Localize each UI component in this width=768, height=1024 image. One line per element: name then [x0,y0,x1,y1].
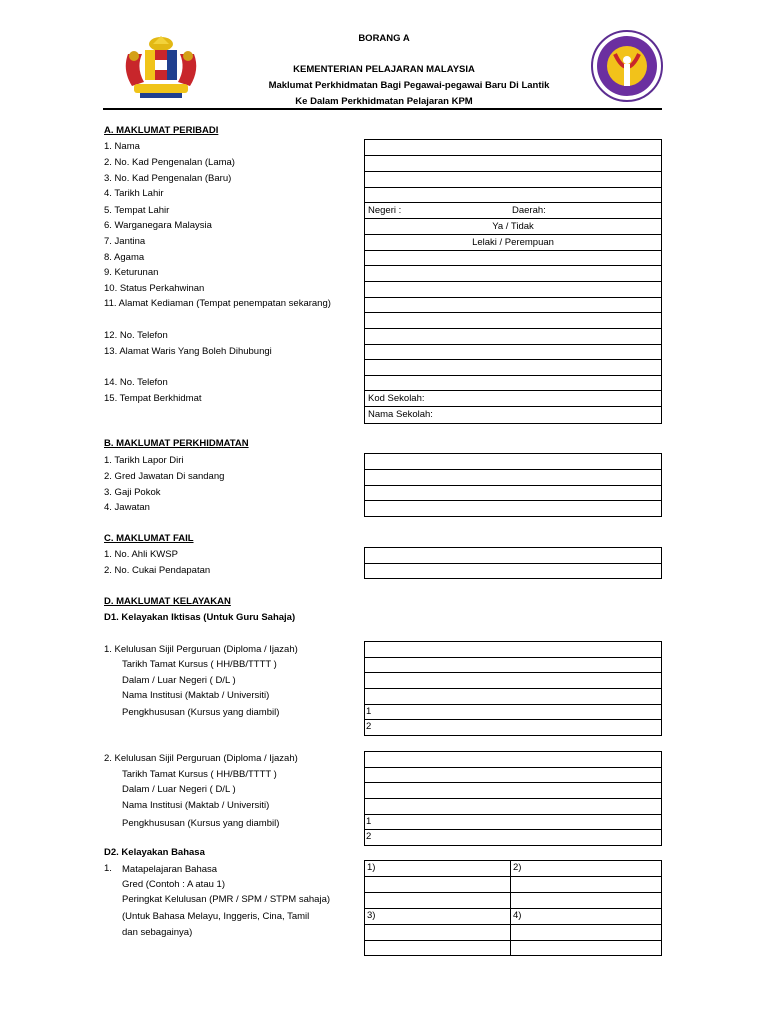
row-line [364,876,662,877]
language-cell-label: 4) [513,910,522,921]
specialisation-number: 1 [366,816,372,827]
d1-group2-item: Dalam / Luar Negeri ( D/L ) [122,784,236,795]
section-a-item: 1. Nama [104,141,140,152]
d2-item: Matapelajaran Bahasa [122,864,218,875]
specialisation-number: 2 [366,831,372,842]
jantina-cell: Lelaki / Perempuan [472,237,554,248]
section-a-item: 9. Keturunan [104,267,159,278]
row-line [364,704,662,705]
section-a-item: 5. Tempat Lahir [104,205,170,216]
row-line [364,657,662,658]
row-line [364,940,662,941]
d1-group2-item: Nama Institusi (Maktab / Universiti) [122,800,270,811]
section-c-item: 1. No. Ahli KWSP [104,549,178,560]
row-line [364,719,662,720]
row-line [364,485,662,486]
section-b-item: 4. Jawatan [104,502,150,513]
section-c-title: C. MAKLUMAT FAIL [104,533,194,544]
kod-sekolah-cell-label: Kod Sekolah: [368,393,425,404]
daerah-cell-label: Daerah: [512,205,546,216]
section-a-item: 11. Alamat Kediaman (Tempat penempatan sekarang) [104,298,331,309]
section-c-item: 2. No. Cukai Pendapatan [104,565,211,576]
row-line [364,892,662,893]
section-a-item: 4. Tarikh Lahir [104,188,164,199]
row-line [364,375,662,376]
row-line [364,155,662,156]
section-a-item: 15. Tempat Berkhidmat [104,393,202,404]
row-line [364,406,662,407]
row-line [364,814,662,815]
section-a-item: 6. Warganegara Malaysia [104,220,212,231]
row-line [364,187,662,188]
header-rule [103,108,662,110]
section-b-item: 1. Tarikh Lapor Diri [104,455,184,466]
d2-title: D2. Kelayakan Bahasa [104,847,205,858]
section-a-item: 13. Alamat Waris Yang Boleh Dihubungi [104,346,272,357]
d1-group1-item: 1. Kelulusan Sijil Perguruan (Diploma / Ijazah) [104,644,298,655]
language-cell-label: 2) [513,862,522,873]
section-a-title: A. MAKLUMAT PERIBADI [104,125,219,136]
negeri-cell-label: Negeri : [368,205,402,216]
row-line [364,281,662,282]
row-line [364,908,662,909]
language-cell-label: 3) [367,910,376,921]
section-a-item: 2. No. Kad Pengenalan (Lama) [104,157,235,168]
row-line [364,202,662,203]
d1-title: D1. Kelayakan Iktisas (Untuk Guru Sahaja) [104,612,296,623]
form-subtitle-1: Maklumat Perkhidmatan Bagi Pegawai-pegawai Baru Di Lantik [268,80,550,91]
d2-item: Gred (Contoh : A atau 1) [122,879,225,890]
d2-item: (Untuk Bahasa Melayu, Inggeris, Cina, Tamil [122,911,310,922]
row-line [364,297,662,298]
section-a-item: 12. No. Telefon [104,330,168,341]
section-b-item: 2. Gred Jawatan Di sandang [104,471,225,482]
d1-group2-item: Pengkhususan (Kursus yang diambil) [122,818,280,829]
section-a-item: 3. No. Kad Pengenalan (Baru) [104,173,232,184]
section-a-item: 7. Jantina [104,236,146,247]
row-line [364,469,662,470]
nama-sekolah-cell-label: Nama Sekolah: [368,409,433,420]
d1-group1-item: Nama Institusi (Maktab / Universiti) [122,690,270,701]
ya-tidak-cell: Ya / Tidak [492,221,534,232]
d2-item: Peringkat Kelulusan (PMR / SPM / STPM sahaja) [122,894,331,905]
section-a-item: 10. Status Perkahwinan [104,283,205,294]
specialisation-number: 1 [366,706,372,717]
section-a-item: 8. Agama [104,252,145,263]
row-line [364,390,662,391]
d1-group2-item: 2. Kelulusan Sijil Perguruan (Diploma / Ijazah) [104,753,298,764]
d1-group2-item: Tarikh Tamat Kursus ( HH/BB/TTTT ) [122,769,277,780]
row-line [364,328,662,329]
section-a-item: 14. No. Telefon [104,377,168,388]
row-line [364,767,662,768]
language-cell-label: 1) [367,862,376,873]
row-line [364,234,662,235]
ministry-title: KEMENTERIAN PELAJARAN MALAYSIA [293,64,475,75]
malaysia-coat-of-arms-logo [118,34,204,100]
kpm-logo [591,30,663,102]
form-code: BORANG A [358,33,410,44]
row-line [364,344,662,345]
row-line [364,924,662,925]
row-line [364,312,662,313]
section-d-title: D. MAKLUMAT KELAYAKAN [104,596,231,607]
row-line [364,171,662,172]
d2-number: 1. [104,863,112,874]
row-line [364,782,662,783]
row-line [364,798,662,799]
d1-group1-item: Dalam / Luar Negeri ( D/L ) [122,675,236,686]
row-line [364,218,662,219]
row-line [364,265,662,266]
form-subtitle-2: Ke Dalam Perkhidmatan Pelajaran KPM [295,96,473,107]
section-b-title: B. MAKLUMAT PERKHIDMATAN [104,438,249,449]
row-line [364,563,662,564]
d1-group1-item: Pengkhususan (Kursus yang diambil) [122,707,280,718]
row-line [364,672,662,673]
row-line [364,359,662,360]
d2-item: dan sebagainya) [122,927,193,938]
row-line [364,250,662,251]
row-line [364,829,662,830]
specialisation-number: 2 [366,721,372,732]
row-line [364,500,662,501]
section-b-item: 3. Gaji Pokok [104,487,161,498]
row-line [364,688,662,689]
d1-group1-item: Tarikh Tamat Kursus ( HH/BB/TTTT ) [122,659,277,670]
